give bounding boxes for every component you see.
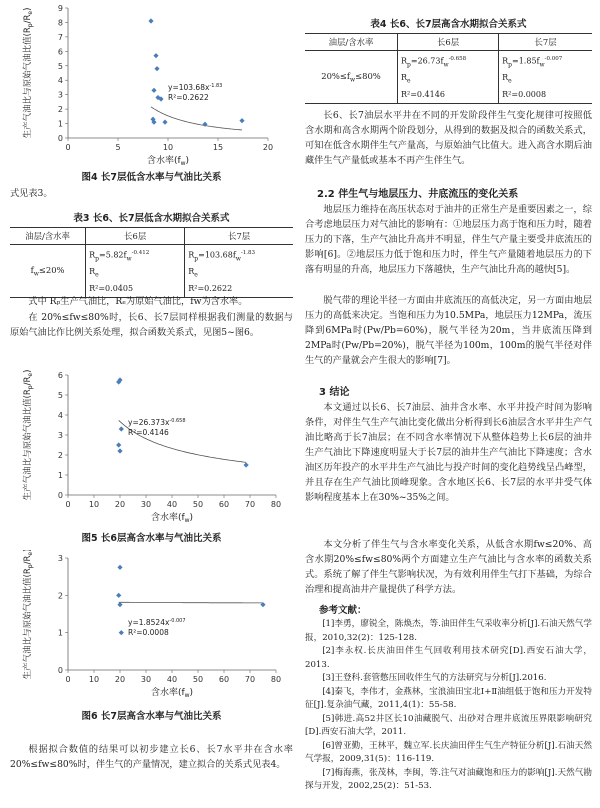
data-point bbox=[148, 18, 153, 23]
y-tick-label: 4 bbox=[57, 76, 63, 86]
y-tick-label: 5 bbox=[57, 61, 63, 71]
paragraph-continuation: 式见表3。 bbox=[10, 188, 53, 199]
table-4-header-c6: 长6层 bbox=[397, 34, 498, 51]
y-axis-label: 生产气油比与原始气油比值$(R_p/R_e)$ bbox=[23, 7, 34, 139]
x-tick-label: 10 bbox=[88, 675, 100, 684]
reference-item: [7]梅海燕，张茂林，李闽，等.注气对油藏饱和压力的影响[J].天然气勘探与开发，2002,25(2)：51-53. bbox=[305, 767, 592, 791]
x-tick-label: 60 bbox=[218, 500, 230, 509]
y-tick-label: 4 bbox=[57, 411, 63, 420]
x-tick-label: 50 bbox=[192, 675, 204, 684]
paragraph-degas-radius: 脱气带的理论半径一方面由井底流压的高低决定，另一方面由地层压力的高低来决定。当饱和压力为10.5MPa，地层压力12MPa，流压降到6MPa时(Pw/Pb=60%)，脱气半径为20m，当井底流压降到2MPa时(Pw/Pb=20%)，脱气半径为100m，100m的脱气半径对伴生气的产量就会产生很大的影响[7]。 bbox=[305, 295, 592, 366]
table-4-caption: 表4 长6、长7层高含水期拟合关系式 bbox=[370, 19, 527, 30]
figure-5-chart bbox=[10, 365, 293, 530]
data-point bbox=[244, 462, 249, 467]
data-point bbox=[117, 448, 122, 453]
data-point bbox=[153, 53, 158, 58]
y-axis-label: 生产气油比与原始气油比值$(R_p/R_e)$ bbox=[23, 369, 34, 501]
trendline-equation: $y=1.8524x^{-0.007}$ bbox=[128, 618, 186, 627]
trendline-equation: $y=26.373x^{-0.658}$ bbox=[128, 418, 186, 427]
table-3 bbox=[10, 227, 293, 298]
paragraph-pressure: 地层压力维持在高压状态对于油井的正常生产是重要因素之一，综合考虑地层压力对气油比的影响有：①地层压力高于饱和压力时，随着压力的下落，生产气油比升高并不明显，伴生气产量主要受井底流压的影响[6]。②地层压力低于饱和压力时，伴生气产量随着地层压力的下落有明显的升高，地层压力下落越快，生产气油比升高的越快[5]。 bbox=[305, 204, 592, 275]
figure-6-caption: 图6 长7层高含水率与气油比关系 bbox=[81, 711, 222, 722]
data-point bbox=[117, 565, 122, 570]
data-point bbox=[116, 442, 121, 447]
trendline-equation: $y=103.68x^{-1.83}$ bbox=[168, 83, 223, 92]
x-tick-label: 5 bbox=[115, 143, 121, 152]
paragraph-symbols: 式中 Rₚ生产气油比，Rₑ为原始气油比，fw为含水率。 bbox=[28, 296, 248, 307]
x-tick-label: 30 bbox=[140, 675, 152, 684]
x-tick-label: 10 bbox=[162, 143, 174, 152]
figure-4-chart bbox=[10, 0, 293, 170]
x-tick-label: 20 bbox=[114, 675, 126, 684]
r-squared: R²=0.0008 bbox=[128, 628, 169, 637]
data-point bbox=[154, 66, 159, 71]
table-4-c6-formula: $R_p=26.73f_w^{-0.658}$ $R_e$ R²=0.4146 bbox=[397, 51, 498, 104]
data-point bbox=[119, 426, 124, 431]
references-list bbox=[305, 618, 592, 794]
y-tick-label: 1 bbox=[57, 119, 63, 129]
figure-4 bbox=[10, 0, 293, 170]
x-tick-label: 60 bbox=[218, 675, 230, 684]
x-tick-label: 10 bbox=[88, 500, 100, 509]
y-tick-label: 1 bbox=[57, 471, 63, 480]
table-3-header-c6: 长6层 bbox=[86, 228, 185, 245]
y-tick-label: 9 bbox=[57, 4, 63, 13]
paragraph-conclusion-2: 本文分析了伴生气与含水率变化关系，从低含水期fw≤20%、高含水期20%≤fw≤80%两个方面建立生产气油比与含水率的函数关系式。系统了解了伴生气影响状况，为有效利用伴生气打下基础，为综合治理和提高油井产量提供了科学方法。 bbox=[305, 539, 592, 595]
figure-6-chart bbox=[10, 550, 293, 708]
x-axis-label: 含水率$(f_w)$ bbox=[150, 513, 194, 524]
x-tick-label: 20 bbox=[114, 500, 126, 509]
x-axis-label: 含水率$(f_w)$ bbox=[150, 688, 194, 699]
x-tick-label: 15 bbox=[212, 143, 224, 152]
x-tick-label: 0 bbox=[65, 675, 71, 684]
table-3-c6-formula: $R_p=5.82f_w^{-0.412}$ $R_e$ R²=0.0405 bbox=[86, 245, 185, 298]
x-tick-label: 0 bbox=[65, 500, 71, 509]
table-3-row-label: $f_w\le 20\%$ bbox=[30, 264, 65, 278]
x-tick-label: 50 bbox=[192, 500, 204, 509]
table-4-header-c7: 长7层 bbox=[499, 34, 592, 51]
data-point bbox=[239, 118, 244, 123]
x-tick-label: 70 bbox=[244, 500, 256, 509]
y-tick-label: 3 bbox=[57, 90, 63, 100]
section-3-heading: 3 结论 bbox=[319, 387, 350, 398]
reference-item: [4]秦飞，李伟才，金燕林，宝浪油田宝北Ⅰ+Ⅱ油组低于饱和压力开发特征[J].复杂油气藏，2011,4(1)：55-58. bbox=[305, 686, 592, 710]
figure-4-caption: 图4 长7层低含水率与气油比关系 bbox=[81, 172, 222, 183]
data-point bbox=[162, 120, 167, 125]
data-point bbox=[119, 630, 124, 635]
y-tick-label: 6 bbox=[57, 47, 63, 57]
y-tick-label: 2 bbox=[57, 105, 63, 115]
y-tick-label: 0 bbox=[57, 134, 63, 143]
reference-item: [5]韩进.高52井区长10油藏脱气、出砂对合理井底流压界限影响研究[D].西安石油大学，2011. bbox=[305, 713, 592, 737]
y-tick-label: 2 bbox=[57, 451, 63, 460]
y-tick-label: 1 bbox=[57, 628, 63, 638]
x-tick-label: 70 bbox=[244, 675, 256, 684]
y-tick-label: 6 bbox=[57, 371, 63, 380]
table-3-caption: 表3 长6、长7层低含水期拟合关系式 bbox=[73, 213, 230, 224]
data-point bbox=[151, 88, 156, 93]
table-4-c7-formula: $R_p=1.85f_w^{-0.007}$ $R_e$ R²=0.0008 bbox=[499, 51, 592, 104]
x-tick-label: 80 bbox=[270, 675, 282, 684]
x-tick-label: 80 bbox=[270, 500, 282, 509]
paragraph-high-water: 在 20%≤fw≤80%时，长6、长7层同样根据我们测量的数据与原始气油比作比例关系处理，拟合函数关系式，见图5~图6。 bbox=[10, 312, 293, 338]
paragraph-conclusion-1: 本文通过以长6、长7油层、油井含水率、水平井投产时间为影响条件，对伴生气生产气油比变化做出分析得到长6油层含水平井生产气油比略高于长7油层；在不同含水率情况下从整体趋势上长6层的油井生产气油比下降速度明显大于长7层的油井生产气油比下降速度；含水油区历年投产的水平井生产气油比与投产时间的变化趋势线呈凸峰型，并且存在生产气油比顶峰现象。含水地区长6、长7层的水平井受气体影响程度基本上在30%~35%之间。 bbox=[305, 402, 592, 503]
reference-item: [2]李永权.长庆油田伴生气回收利用技术研究[D].西安石油大学，2013. bbox=[305, 646, 592, 670]
reference-item: [1]李勇，廖锐全，陈焕杰，等.油田伴生气采收率分析[J].石油天然气学报，2010,32(2)：125-128. bbox=[305, 619, 592, 643]
table-3-c7-formula: $R_p=103.68f_w^{-1.83}$ $R_e$ R²=0.2622 bbox=[185, 245, 293, 298]
table-3-header-c7: 长7层 bbox=[185, 228, 293, 245]
x-tick-label: 40 bbox=[166, 500, 178, 509]
y-tick-label: 5 bbox=[57, 391, 63, 400]
table-3-header-layer: 油层/含水率 bbox=[25, 231, 70, 241]
y-tick-label: 0 bbox=[57, 491, 63, 500]
x-tick-label: 0 bbox=[65, 143, 71, 152]
section-2-2-heading: 2.2 伴生气与地层压力、井底流压的变化关系 bbox=[317, 189, 519, 200]
data-point bbox=[117, 602, 122, 607]
figure-5-caption: 图5 长6层高含水率与气油比关系 bbox=[81, 533, 222, 544]
paragraph-stage-division: 长6、长7油层水平井在不同的开发阶段伴生气变化规律可按照低含水期和高含水期两个阶段划分，从得到的数据及拟合的函数关系式，可知在低含水期伴生气产量高，与原始油气比值大。进入高含水期后油藏伴生气产量低或基本不再产生伴生气。 bbox=[305, 110, 592, 166]
y-tick-label: 3 bbox=[57, 554, 63, 563]
y-tick-label: 7 bbox=[57, 32, 63, 42]
trendline bbox=[151, 107, 242, 130]
figure-5 bbox=[10, 365, 293, 530]
reference-item: [3]王登科.套管憋压回收伴生气的方法研究与分析[J].2016. bbox=[322, 673, 547, 683]
table-4-row-label: $20\%\le f_w\le 80\%$ bbox=[321, 70, 381, 84]
paragraph-fit-summary: 根据拟合数值的结果可以初步建立长6、长7水平井在含水率 20%≤fw≤80%时，伴生气的产量情况，建立拟合的关系式见表4。 bbox=[10, 744, 293, 770]
x-tick-label: 30 bbox=[140, 500, 152, 509]
r-squared: R²=0.2622 bbox=[168, 93, 209, 102]
trendline bbox=[119, 602, 263, 603]
y-axis-label: 生产气油比与原始气油比值$(R_p/R_e)$ bbox=[23, 550, 34, 680]
reference-item: [6]曾亚勤，王林平，魏立军.长庆油田伴生气生产特征分析[J].石油天然气学报，2009,31(5)：116-119. bbox=[305, 740, 592, 764]
y-tick-label: 8 bbox=[57, 18, 63, 28]
table-4 bbox=[305, 33, 592, 104]
references-heading: 参考文献： bbox=[319, 605, 367, 616]
y-tick-label: 3 bbox=[57, 431, 63, 440]
x-axis-label: 含水率$(f_w)$ bbox=[146, 156, 190, 167]
x-tick-label: 20 bbox=[262, 143, 274, 152]
r-squared: R²=0.4146 bbox=[128, 428, 169, 437]
y-tick-label: 0 bbox=[57, 666, 63, 675]
figure-6 bbox=[10, 550, 293, 708]
y-tick-label: 2 bbox=[57, 591, 63, 601]
data-point bbox=[116, 593, 121, 598]
x-tick-label: 40 bbox=[166, 675, 178, 684]
table-4-header-layer: 油层/含水率 bbox=[328, 37, 374, 47]
